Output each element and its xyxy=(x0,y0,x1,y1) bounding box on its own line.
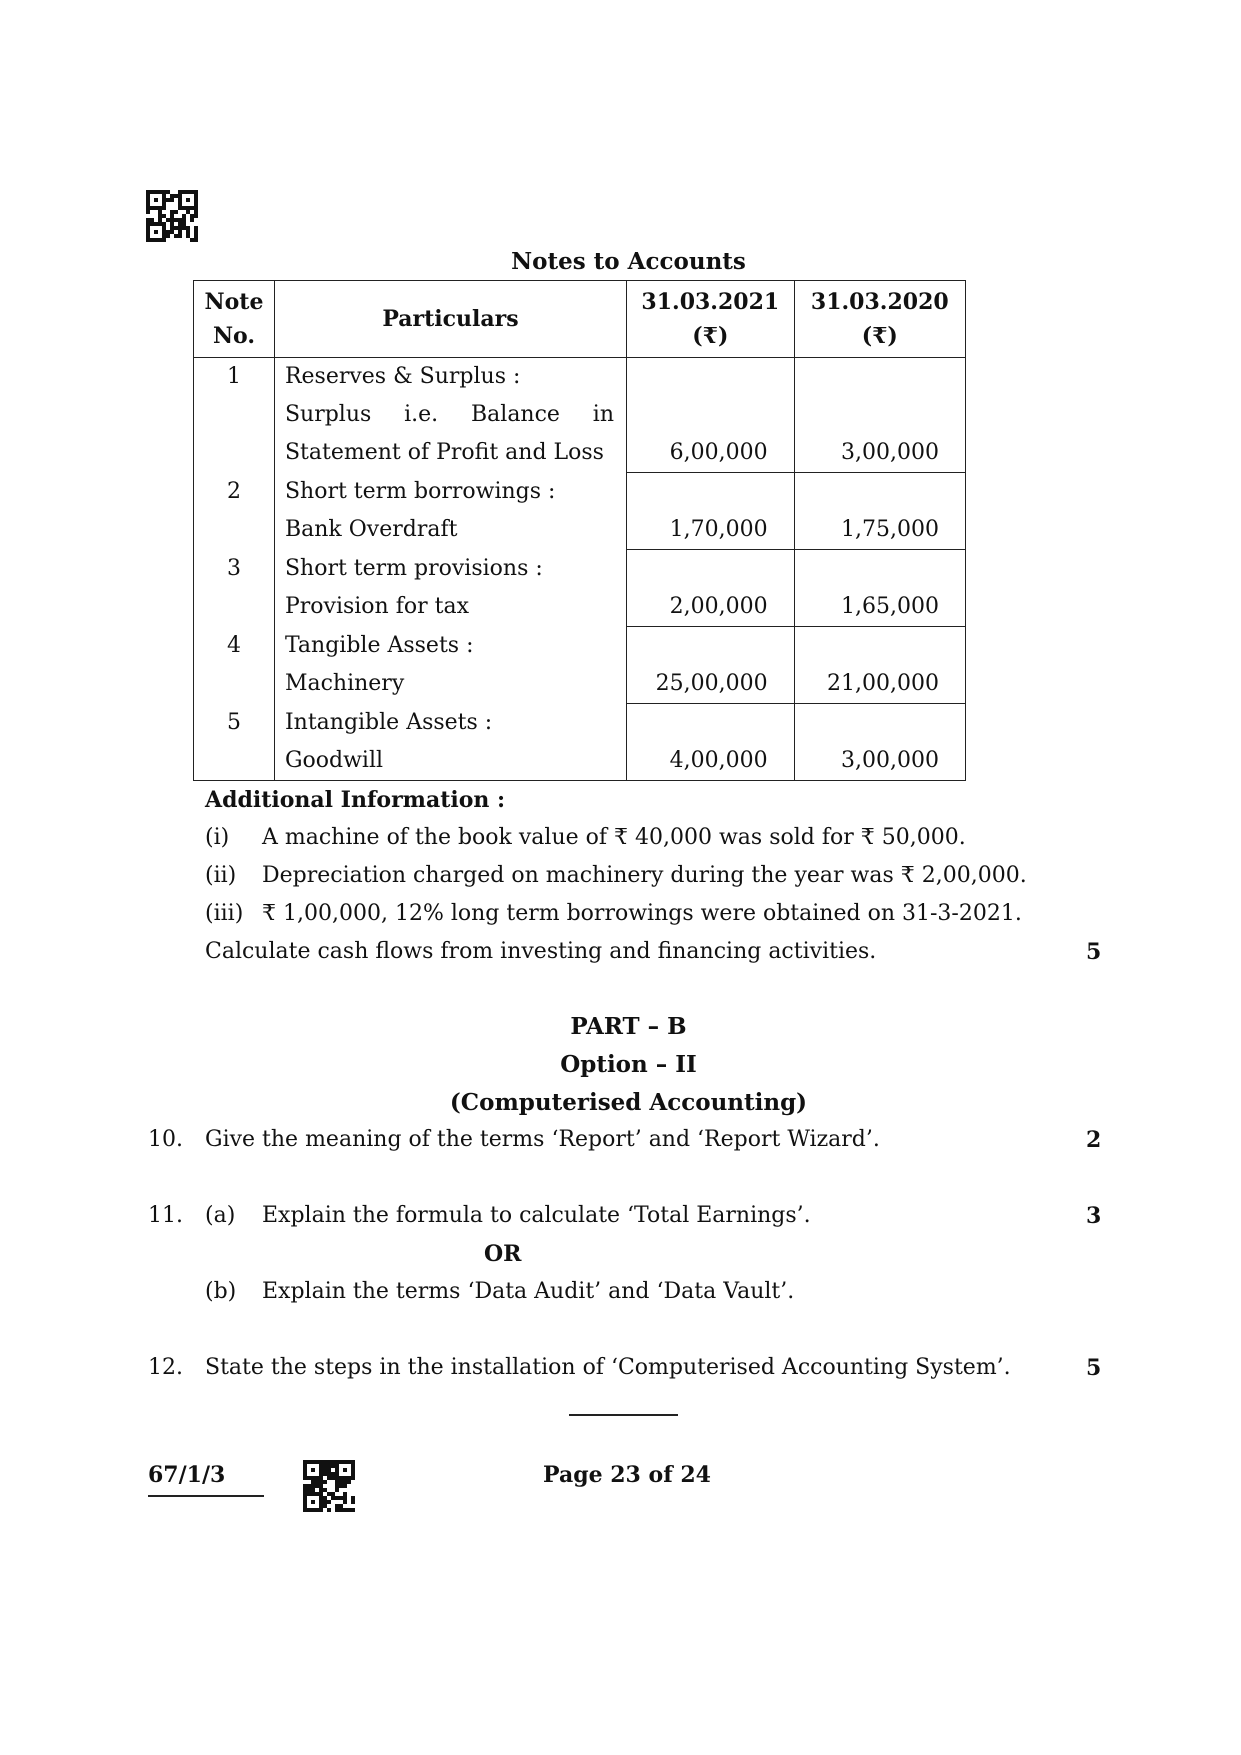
qr-code-footer xyxy=(303,1460,355,1512)
note-heading: Short term borrowings : xyxy=(284,478,556,504)
value-2020: 1,65,000 xyxy=(841,594,939,619)
value-2020: 3,00,000 xyxy=(841,440,939,465)
header-2020-unit: (₹) xyxy=(861,323,898,349)
header-particulars: Particulars xyxy=(274,281,626,358)
additional-text-i: A machine of the book value of ₹ 40,000 was sold for ₹ 50,000. xyxy=(262,825,966,850)
marks-q10: 2 xyxy=(1086,1127,1102,1153)
note-heading: Reserves & Surplus : xyxy=(284,364,521,389)
marks-q9: 5 xyxy=(1086,939,1102,965)
header-2020 xyxy=(794,281,965,358)
header-no-label: No. xyxy=(212,323,255,349)
header-note-no xyxy=(194,281,275,358)
notes-table xyxy=(193,280,966,781)
q11b-text: Explain the terms ‘Data Audit’ and ‘Data Vault’. xyxy=(262,1279,795,1304)
qr-code-top xyxy=(146,190,198,242)
q11a-text: Explain the formula to calculate ‘Total Earnings’. xyxy=(262,1203,811,1228)
note-item-line1 xyxy=(285,396,626,434)
subject-title: (Computerised Accounting) xyxy=(449,1089,808,1116)
value-2021: 6,00,000 xyxy=(669,440,768,465)
additional-text-ii: Depreciation charged on machinery during the year was ₹ 2,00,000. xyxy=(262,863,1027,888)
header-2021-date: 31.03.2021 xyxy=(641,289,780,315)
note-item-word: Surplus xyxy=(284,402,372,427)
header-2020-date: 31.03.2020 xyxy=(810,289,949,315)
table-title: Notes to Accounts xyxy=(511,248,746,275)
header-2021-unit: (₹) xyxy=(692,323,729,349)
end-rule xyxy=(569,1414,678,1416)
value-2020: 21,00,000 xyxy=(827,671,939,696)
table-header-row xyxy=(194,281,966,358)
additional-label-i: (i) xyxy=(205,825,230,850)
table-row xyxy=(194,473,966,550)
note-item-word: in xyxy=(592,402,614,427)
value-2020: 1,75,000 xyxy=(841,517,939,542)
value-2021: 1,70,000 xyxy=(669,517,768,542)
option-title: Option – II xyxy=(560,1051,697,1078)
value-2021: 4,00,000 xyxy=(669,748,768,773)
part-title: PART – B xyxy=(570,1013,687,1040)
table-row xyxy=(194,704,966,781)
q11a-label: (a) xyxy=(205,1203,236,1228)
note-item: Bank Overdraft xyxy=(284,516,458,542)
additional-text-iii: ₹ 1,00,000, 12% long term borrowings were obtained on 31-3-2021. xyxy=(262,901,1022,926)
note-item: Machinery xyxy=(284,670,405,696)
table-row xyxy=(194,358,966,473)
footer-code: 67/1/3 xyxy=(148,1462,226,1488)
note-number: 2 xyxy=(226,478,241,504)
note-heading: Tangible Assets : xyxy=(284,632,474,658)
value-2020: 3,00,000 xyxy=(841,748,939,773)
note-heading: Short term provisions : xyxy=(284,555,543,581)
table-row xyxy=(194,550,966,627)
q12-number: 12. xyxy=(148,1355,183,1380)
table-row xyxy=(194,627,966,704)
footer-code-underline xyxy=(148,1495,264,1497)
q10-number: 10. xyxy=(148,1127,183,1152)
note-item-word: i.e. xyxy=(404,402,439,427)
note-number: 4 xyxy=(226,632,241,658)
additional-info-heading: Additional Information : xyxy=(205,787,506,813)
additional-label-iii: (iii) xyxy=(205,901,244,926)
q11-number: 11. xyxy=(148,1203,183,1228)
additional-label-ii: (ii) xyxy=(205,863,237,888)
instruction-text: Calculate cash flows from investing and financing activities. xyxy=(205,939,877,964)
note-item-line2: Statement of Profit and Loss xyxy=(284,440,604,465)
value-2021: 25,00,000 xyxy=(655,671,768,696)
q11b-label: (b) xyxy=(205,1279,237,1304)
note-item: Provision for tax xyxy=(284,593,469,619)
marks-q12: 5 xyxy=(1086,1355,1102,1381)
value-2021: 2,00,000 xyxy=(669,594,768,619)
note-heading: Intangible Assets : xyxy=(284,709,493,735)
note-number: 3 xyxy=(226,555,241,581)
q12-text: State the steps in the installation of ‘Computerised Accounting System’. xyxy=(205,1355,1011,1380)
note-item-word: Balance xyxy=(471,402,560,427)
header-2021 xyxy=(627,281,795,358)
q10-text: Give the meaning of the terms ‘Report’ and ‘Report Wizard’. xyxy=(205,1127,880,1152)
footer-page: Page 23 of 24 xyxy=(543,1462,711,1488)
note-number: 1 xyxy=(226,364,241,389)
marks-q11: 3 xyxy=(1086,1203,1102,1229)
header-note-label: Note xyxy=(204,289,264,315)
note-number: 5 xyxy=(226,709,241,735)
q11-or: OR xyxy=(484,1241,522,1267)
note-item: Goodwill xyxy=(284,747,384,773)
